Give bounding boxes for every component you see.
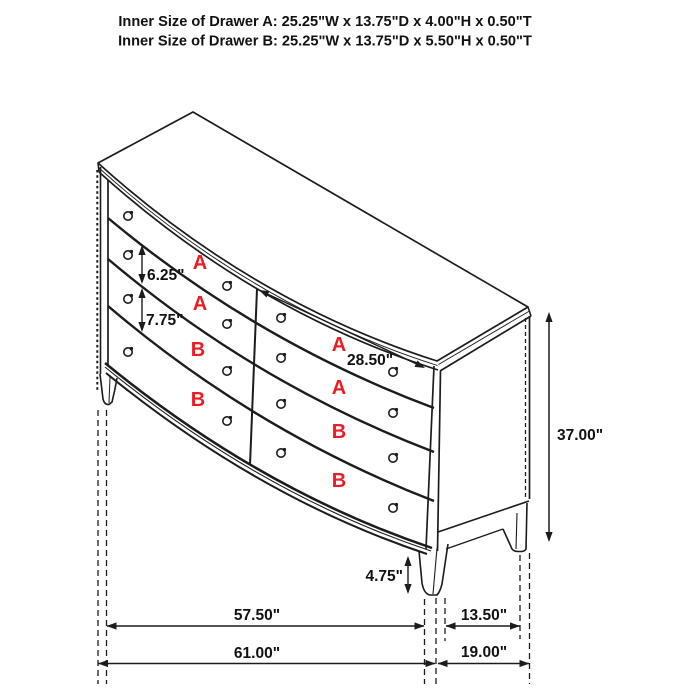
dim-drawer-a-height [138,245,184,284]
drawer-label-right-4: B [331,470,347,492]
rear-right-leg [503,503,527,552]
bottom-rail [105,363,432,554]
drawer-knob [223,366,232,375]
drawer-b-spec-text: Inner Size of Drawer B: 25.25"W x 13.75"D x 5.50"H x 0.50"T [118,33,532,50]
drawer-label-left-2: A [192,293,208,315]
dim-overall-depth [438,644,530,667]
drawer-label-left-3: B [190,339,206,361]
drawer-knob [277,448,286,457]
drawer-knob [277,313,286,322]
drawer-knob [124,294,133,303]
side-panel-bottom-edge [438,501,529,532]
dim-drawer-b-height [138,288,183,332]
dim-leg-height-value: 4.75" [365,568,403,585]
dim-overall-depth-value: 19.00" [460,644,508,661]
dim-drawer-b-height-value: 7.75" [146,312,184,329]
dim-front-width-between-legs [107,607,425,630]
dim-overall-width [98,645,436,667]
dim-leg-height [365,556,411,594]
drawer-knob [124,347,133,356]
drawer-label-left-4: B [190,389,206,411]
drawer-knob [124,250,133,259]
drawer-label-right-2: A [331,377,347,399]
side-panel [438,316,530,549]
dim-overall-width-value: 61.00" [233,645,281,662]
dim-depth-between-legs [446,607,521,630]
front-right-corner [426,366,441,551]
drawer-knob [389,408,398,417]
front-right-leg [419,544,448,595]
drawer-knob [223,416,232,425]
drawer-knob [124,211,133,220]
drawer-knob [389,453,398,462]
drawer-label-left-1: A [192,252,208,274]
left-edge [97,167,108,391]
drawer-label-right-3: B [331,421,347,443]
drawer-knob [277,353,286,362]
dim-overall-height-value: 37.00" [557,427,604,444]
dim-front-width-between-legs-value: 57.50" [233,607,281,624]
dim-overall-height [545,312,603,542]
drawer-a-spec-text: Inner Size of Drawer A: 25.25"W x 13.75"D x 4.00"H x 0.50"T [118,14,532,30]
drawer-knob [223,281,232,290]
drawer-label-right-1: A [331,334,347,356]
title-block [118,14,532,50]
drawer-divider [250,289,257,465]
drawer-knob [223,319,232,328]
dim-drawer-width-value: 28.50" [347,352,394,369]
dim-depth-between-legs-value: 13.50" [460,607,508,624]
drawer-knob [389,503,398,512]
dim-drawer-a-height-value: 6.25" [147,267,185,284]
drawer-knob [277,399,286,408]
side-apron-bottom [446,529,503,549]
dresser-drawing [97,112,531,595]
top-surface [98,112,531,371]
